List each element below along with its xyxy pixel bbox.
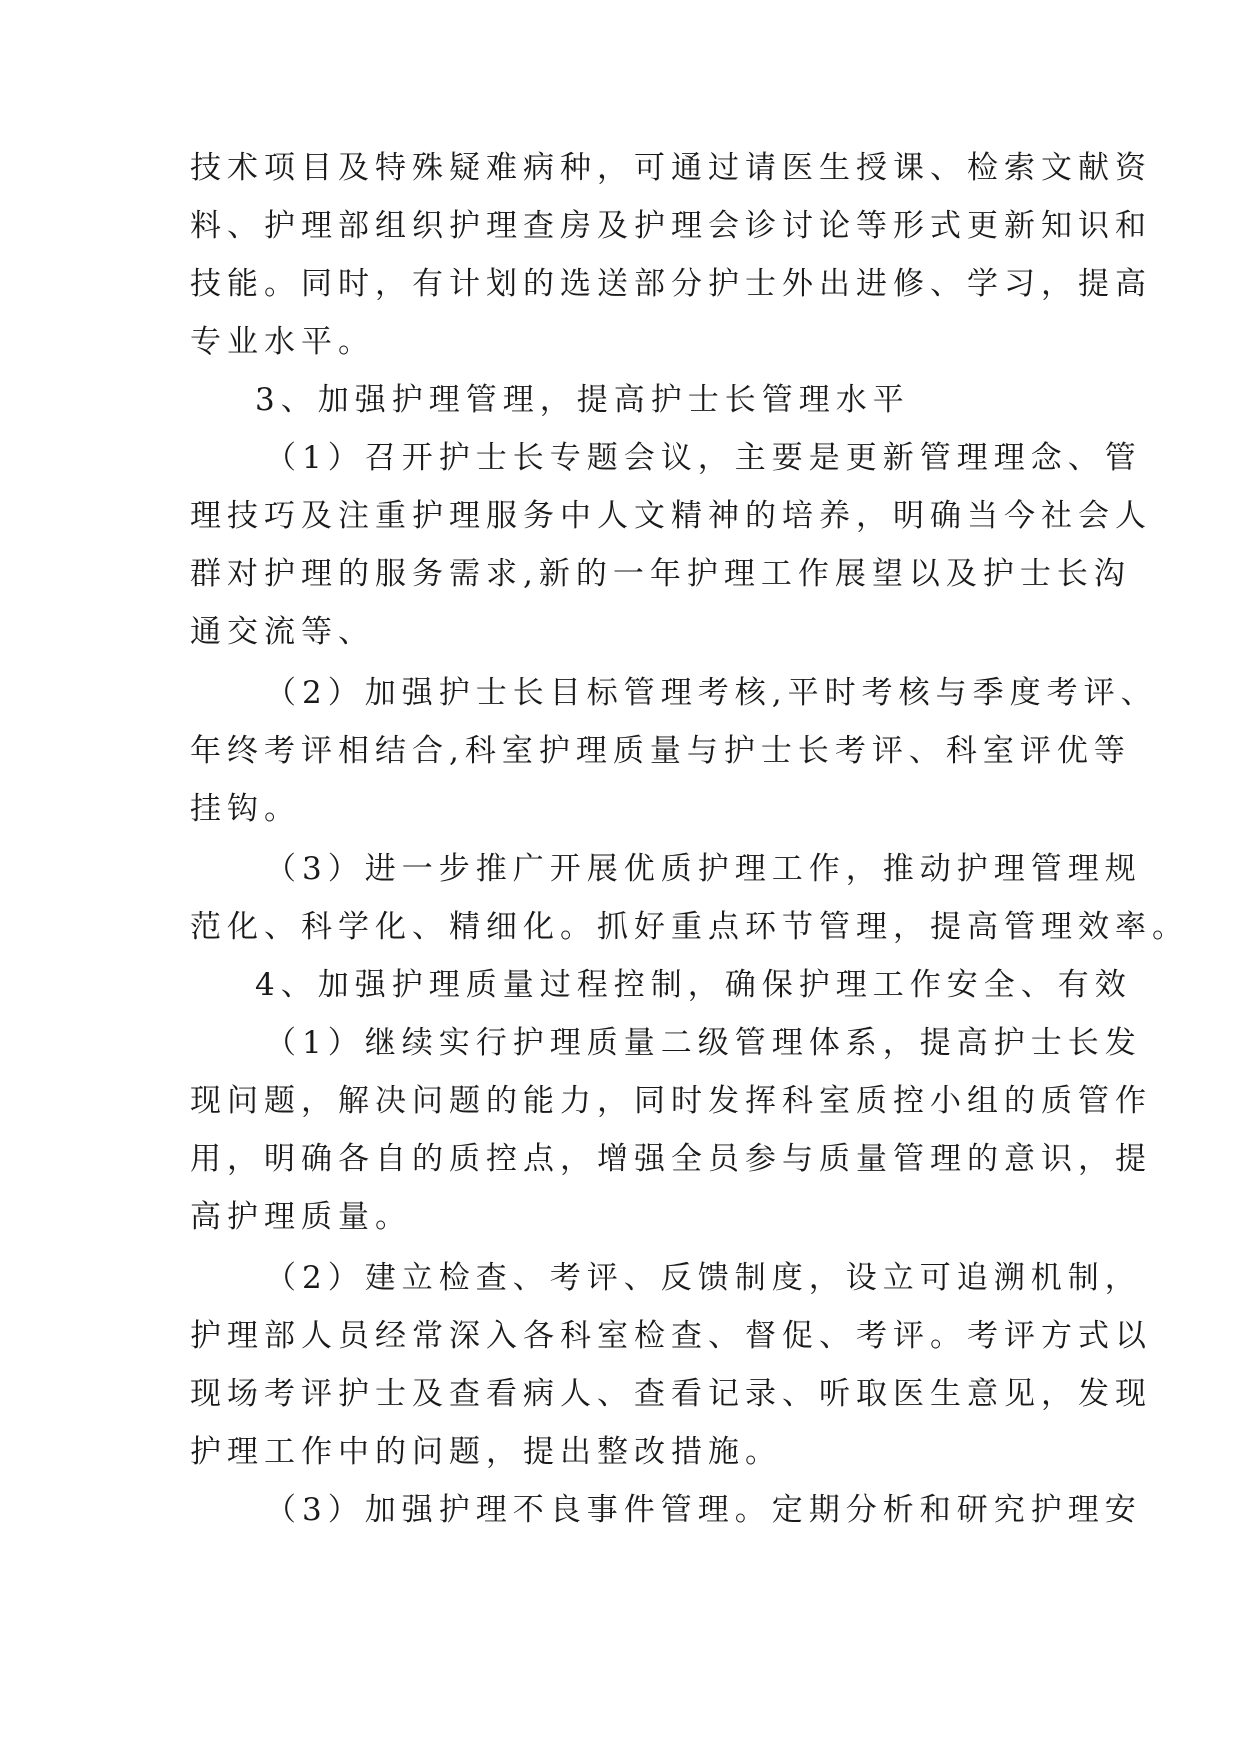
text-line-21: 护理部人员经常深入各科室检查、督促、考评。考评方式以 xyxy=(190,1318,1152,1354)
text-line-3: 技能。同时，有计划的选送部分护士外出进修、学习，提高 xyxy=(190,266,1152,302)
text-line-1: 技术项目及特殊疑难病种，可通过请医生授课、检索文献资 xyxy=(190,150,1152,186)
text-line-6: （1）召开护士长专题会议，主要是更新管理理念、管 xyxy=(265,440,1142,476)
text-line-17: 现问题，解决问题的能力，同时发挥科室质控小组的质管作 xyxy=(190,1083,1152,1119)
text-line-23: 护理工作中的问题，提出整改措施。 xyxy=(190,1434,782,1470)
text-line-22: 现场考评护士及查看病人、查看记录、听取医生意见，发现 xyxy=(190,1376,1152,1412)
text-line-16: （1）继续实行护理质量二级管理体系，提高护士长发 xyxy=(265,1025,1142,1061)
text-line-10: （2）加强护士长目标管理考核,平时考核与季度考评、 xyxy=(265,675,1158,711)
text-line-13: （3）进一步推广开展优质护理工作，推动护理管理规 xyxy=(265,851,1142,887)
text-line-2: 料、护理部组织护理查房及护理会诊讨论等形式更新知识和 xyxy=(190,208,1152,244)
text-line-14: 范化、科学化、精细化。抓好重点环节管理，提高管理效率。 xyxy=(190,909,1189,945)
text-line-4: 专业水平。 xyxy=(190,324,375,360)
text-line-8: 群对护理的服务需求,新的一年护理工作展望以及护士长沟 xyxy=(190,556,1131,592)
text-line-19: 高护理质量。 xyxy=(190,1199,412,1235)
text-line-18: 用，明确各自的质控点，增强全员参与质量管理的意识，提 xyxy=(190,1141,1152,1177)
text-line-12: 挂钩。 xyxy=(190,791,301,827)
text-line-20: （2）建立检查、考评、反馈制度，设立可追溯机制， xyxy=(265,1260,1142,1296)
text-line-11: 年终考评相结合,科室护理质量与护士长考评、科室评优等 xyxy=(190,733,1131,769)
text-line-9: 通交流等、 xyxy=(190,614,375,650)
text-line-24: （3）加强护理不良事件管理。定期分析和研究护理安 xyxy=(265,1492,1142,1528)
section-heading-4: 4、加强护理质量过程控制，确保护理工作安全、有效 xyxy=(255,967,1132,1003)
section-heading-3: 3、加强护理管理，提高护士长管理水平 xyxy=(255,382,910,418)
text-line-7: 理技巧及注重护理服务中人文精神的培养，明确当今社会人 xyxy=(190,498,1152,534)
